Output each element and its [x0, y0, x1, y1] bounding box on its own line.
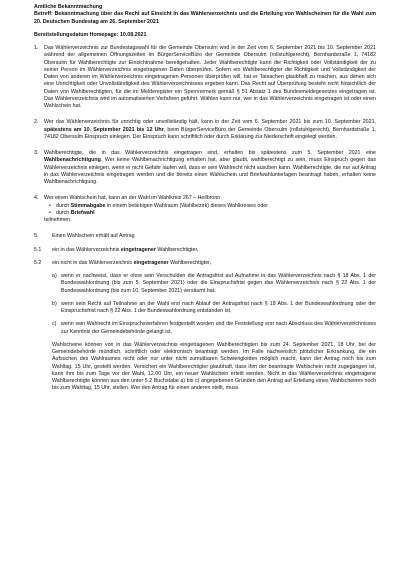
document-subject: Betreff: Bekanntmachung über das Recht auf Einsicht in das Wählerverzeichnis und die Erteilung von Wahlscheinen für die Wahl zum 20. Deutschen Bundestag am 26. September 2021: [34, 11, 376, 25]
term-emphasis: Wahlbenachrichtigung: [44, 157, 101, 164]
section-text-part: ein in das Wählerverzeichnis: [52, 246, 121, 253]
condition-text: wenn sein Recht auf Teilnahme an der Wahl erst nach Ablauf der Antragsfrist nach § 18 Abs. 1 der Bundeswahlordnung oder der Einspruchsfrist nach § 22 Abs. 1 der Bundeswahlordnung entstanden ist,: [61, 300, 376, 314]
item-text: Wer einen Wahlschein hat, kann an der Wahl im Wahlkreis 267 – Heilbronn: [44, 195, 221, 202]
item-number: 2.: [34, 119, 39, 126]
condition-b: [34, 301, 376, 316]
condition-text: wenn sein Wahlrecht im Einspruchsverfahren festgestellt worden und die Feststellung erst nach Abschluss des Wählerverzeichnisses zur Kenntnis der Gemeindebehörde gelangt ist.: [61, 321, 376, 335]
section-text-part: ein nicht in das Wählerverzeichnis: [52, 259, 134, 266]
section-text-part: Wahlberechtigter,: [168, 259, 212, 266]
list-item-post: in einem beliebigen Wahlraum (Wahlbezirk) dieses Wahlkreises oder: [105, 202, 268, 209]
condition-letter: b): [52, 300, 57, 307]
section-number: 5.: [34, 233, 39, 240]
condition-c: [34, 321, 376, 336]
item-number: 4.: [34, 195, 39, 202]
document-title: Amtliche Bekanntmachung: [34, 4, 103, 10]
condition-letter: a): [52, 273, 57, 279]
item-text-part: , beim BürgerServiceBüro der Gemeinde Obersulm (rollstuhlgerecht), Bernhardstraße 1, 74182 Obersulm Einspruch einlegen. Der Einspruch kann schriftlich oder durch Erklärung zur Niederschrift eingelegt werden.: [44, 126, 377, 140]
section-text: Einen Wahlschein erhält auf Antrag: [52, 233, 135, 240]
voting-options-list: [34, 203, 376, 218]
item-4-ending: teilnehmen.: [44, 217, 72, 223]
section-text: [52, 247, 376, 254]
item-text-part: . Wer keine Wahlbenachrichtigung erhalten hat, aber glaubt, wahlberechtigt zu sein, muss Einspruch gegen das Wählerverzeichnis einlegen, wenn er nicht Gefahr laufen will, dass er sein Wahlrecht nicht ausüben kann. Wahlberechtigte, die nur auf Antrag in das Wählerverzeichnis eingetragen werden und die bereits einen Wahlschein und Briefwahlunterlagen beantragt haben, erhalten keine Wahlbenachrichtigung.: [44, 157, 376, 185]
item-text: [44, 150, 376, 186]
item-text-part: Wer das Wählerverzeichnis für unrichtig oder unvollständig hält, kann in der Zeit vom 6. September 2021 bis zum 10. September 2021,: [44, 119, 376, 126]
item-number: 1.: [34, 45, 39, 51]
section-5: [34, 233, 376, 240]
list-item-pre: durch: [56, 209, 71, 216]
condition-a: [34, 273, 376, 295]
item-1: [34, 45, 376, 110]
section-text-bold: eingetragener: [120, 246, 156, 253]
section-text-part: Wahlberechtigter,: [155, 246, 199, 253]
list-item-pre: durch: [56, 202, 71, 209]
item-number: 3.: [34, 150, 39, 156]
item-2: [34, 119, 376, 141]
list-item-bold: Stimmabgabe: [70, 202, 106, 209]
item-3: [34, 150, 376, 186]
publication-date: Bereitstellungsdatum Homepage: 10.08.2021: [34, 31, 147, 38]
section-text: [52, 260, 376, 267]
list-item: [56, 203, 376, 210]
section-5-1: [34, 247, 376, 254]
condition-letter: c): [52, 321, 57, 328]
section-text-bold: eingetragener: [133, 259, 169, 266]
item-text: Das Wählerverzeichnis zur Bundestagswahl für die Gemeinde Obersulm wird in der Zeit vom 6. September 2021 bis 10. September 2021 während der allgemeinen Öffnungszeiten im BürgerServiceBüro der Gemeinde Obersulm (rollstuhlgerecht), Bernhardstraße 1, 74182 Obersulm für Wahlberechtigte zur Einsichtnahme bereitgehalten. Jeder Wahlberechtigte kann die Richtigkeit oder Vollständigkeit der zu seiner Person im Wählerverzeichnis eingetragenen Daten überprüfen. Sofern ein Wahlberechtigter die Richtigkeit und Vollständigkeit der Daten von anderen im Wählerverzeichnis eingetragenen Personen überprüfen will, hat er Tatsachen glaubhaft zu machen, aus denen sich eine Unrichtigkeit oder Unvollständigkeit des Wählerverzeichnisses ergeben kann. Das Recht auf Überprüfung besteht nicht hinsichtlich der Daten von Wahlberechtigten, für die im Melderegister ein Sperrvermerk gemäß § 51 Absatz 1 des Bundesmeldegesetzes eingetragen ist. Das Wählerverzeichnis wird im automatisierten Verfahren geführt. Wählen kann nur, wer in das Wählerverzeichnis eingetragen ist oder einen Wahlschein hat.: [44, 45, 376, 109]
list-item-bold: Briefwahl: [70, 209, 95, 216]
section-number: 5.2: [34, 259, 42, 266]
section-5-closing: Wahlscheine können von in das Wählerverzeichnis eingetragenen Wahlberechtigten bis zum 24. September 2021, 18 Uhr, bei der Gemeindebehörde mündlich, schriftlich oder elektronisch beantragt werden. Im Falle nachweislich plötzlicher Erkrankung, die ein Aufsuchen des Wahlraumes nicht oder nur unter nicht zumutbaren Schwierigkeiten möglich macht, kann der Antrag noch bis zum Wahltag, 15 Uhr, gestellt werden. Versichert ein Wahlberechtigter glaubhaft, dass ihm der beantragte Wahlschein nicht zugegangen ist, kann ihm bis zum Tage vor der Wahl, 12.00 Uhr, ein neuer Wahlschein erteilt werden. Nicht in das Wählerverzeichnis eingetragene Wahlberechtigte können aus den unter 5.2 Buchstabe a) bis c) angegebenen Gründen den Antrag auf Erteilung eines Wahlscheines noch bis zum Wahltag, 15 Uhr, stellen. Wer den Antrag für einen anderen stellt, muss: [52, 341, 376, 392]
section-number: 5.1: [34, 246, 42, 253]
item-4: [34, 195, 376, 202]
deadline-emphasis: spätestens am 10. September 2021 bis 12 Uhr: [44, 126, 164, 133]
condition-text: wenn er nachweist, dass er ohne sein Verschulden die Antragsfrist auf Aufnahme in das Wählerverzeichnis nach § 18 Abs. 1 der Bundeswahlordnung (bis zum 5. September 2021) oder die Einspruchsfrist gegen das Wählerverzeichnis nach § 22 Abs. 1 der Bundeswahlordnung (bis zum 10. September 2021) versäumt hat,: [61, 273, 376, 294]
section-5-2: [34, 260, 376, 267]
item-text-part: Wahlberechtigte, die in das Wählerverzeichnis eingetragen sind, erhalten bis spätestens zum 5. September 2021 eine: [44, 150, 376, 156]
list-item: [56, 210, 376, 217]
item-text: [44, 119, 376, 141]
